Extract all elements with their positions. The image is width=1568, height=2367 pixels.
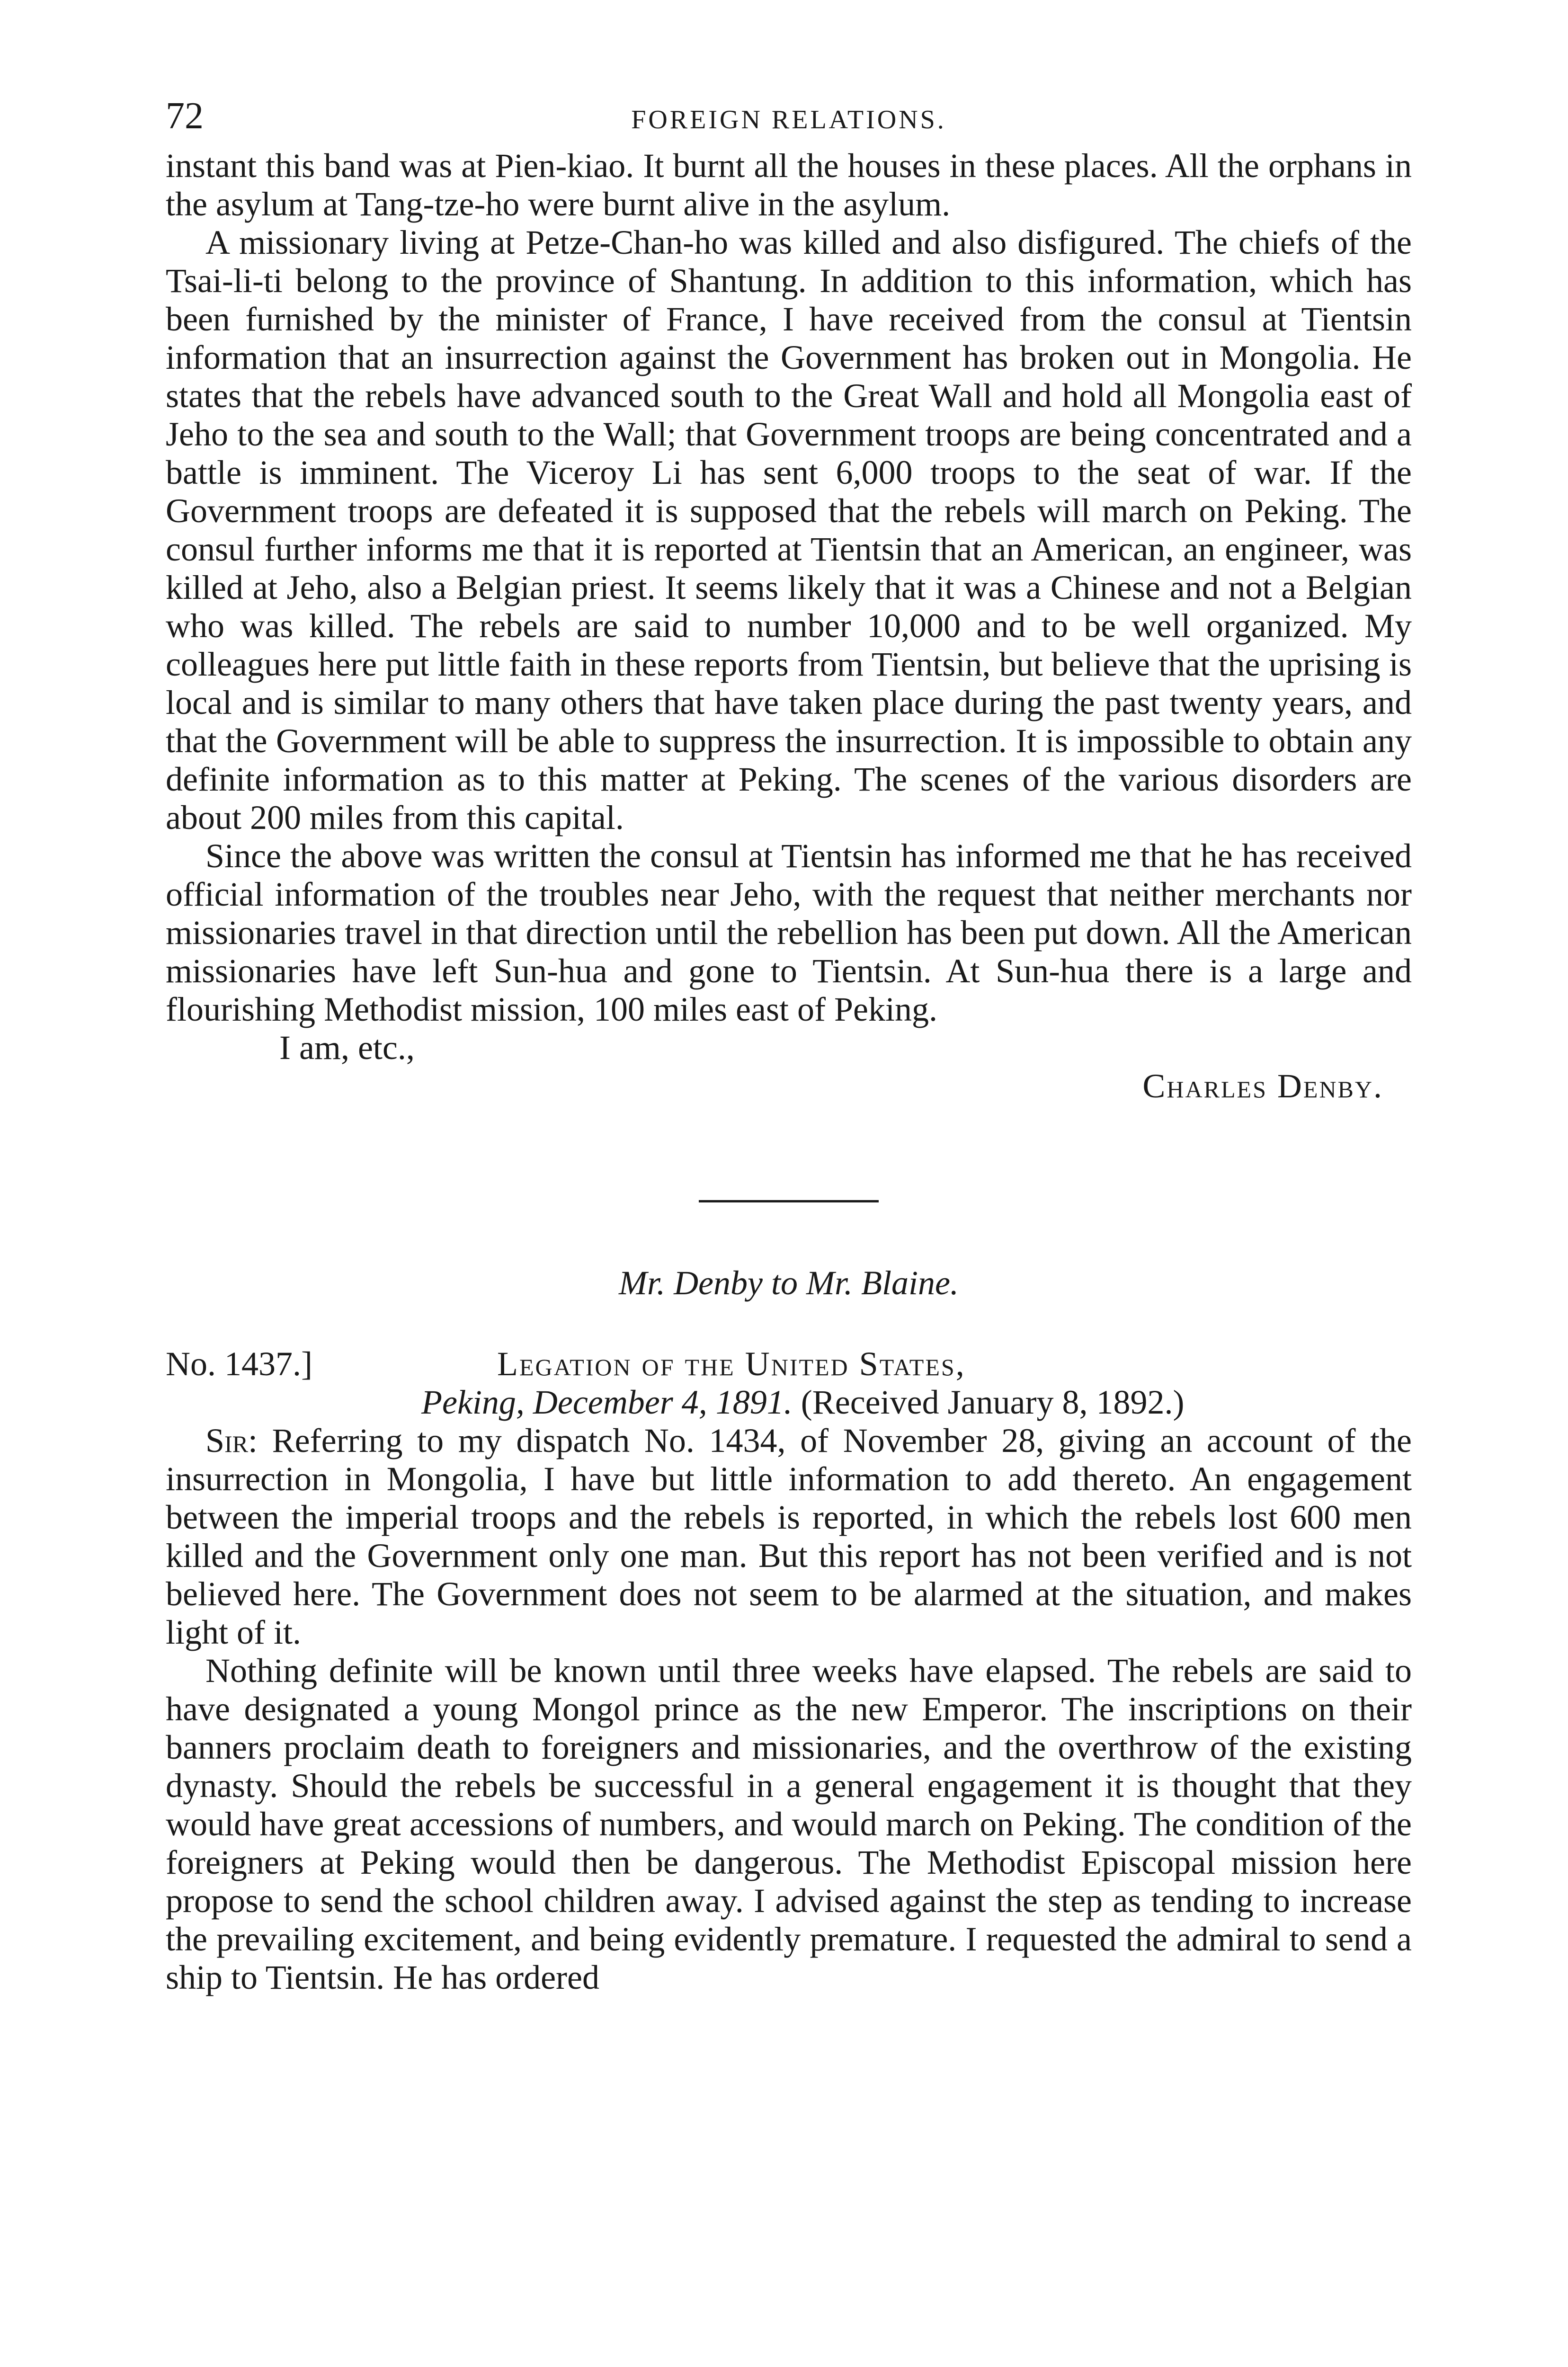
section-divider xyxy=(699,1200,879,1202)
page-number: 72 xyxy=(166,95,204,137)
legation-name: Legation of the United States, xyxy=(497,1345,966,1383)
running-head: FOREIGN RELATIONS. xyxy=(631,105,946,134)
date-place: Peking, December 4, 1891. xyxy=(421,1383,793,1421)
salutation: Sir: xyxy=(205,1422,258,1459)
paragraph-since-written: Since the above was written the consul at Tientsin has informed me that he has received official information of the troubles near Jeho, with the request that neither merchants nor missionaries travel in that direction until the rebellion has been put down. All the American missionaries have left Sun-hua and gone to Tientsin. At Sun-hua there is a large and flourishing Methodist mission, 100 miles east of Peking. xyxy=(166,837,1412,1028)
paragraph-referring-text: Referring to my dispatch No. 1434, of November 28, giving an account of the insurrection in Mongolia, I have but little information to add thereto. An engagement between the imperial troops and the rebels is reported, in which the rebels lost 600 men killed and the Government only one man. But this report has not been verified and is not believed here. The Government does not seem to be alarmed at the situation, and makes light of it. xyxy=(166,1422,1412,1651)
signature: Charles Denby. xyxy=(1142,1067,1383,1105)
paragraph-continued: instant this band was at Pien-kiao. It burnt all the houses in these places. All the orphans in the asylum at Tang-tze-ho were burnt alive in the asylum. xyxy=(166,147,1412,223)
paragraph-missionary: A missionary living at Petze-Chan-ho was killed and also disfigured. The chiefs of the Tsai-li-ti belong to the province of Shantung. In addition to this information, which has been furnished by the minister of France, I have received from the consul at Tientsin information that an insurrection against the Government has broken out in Mongolia. He states that the rebels have advanced south to the Great Wall and hold all Mongolia east of Jeho to the sea and south to the Wall; that Government troops are being concentrated and a battle is imminent. The Viceroy Li has sent 6,000 troops to the seat of war. If the Government troops are defeated it is supposed that the rebels will march on Peking. The consul further informs me that it is reported at Tientsin that an American, an engineer, was killed at Jeho, also a Belgian priest. It seems likely that it was a Chinese and not a Belgian who was killed. The rebels are said to number 10,000 and to be well organized. My colleagues here put little faith in these reports from Tientsin, but believe that the uprising is local and is similar to many others that have taken place during the past twenty years, and that the Government will be able to suppress the insurrection. It is impossible to obtain any definite information as to this matter at Peking. The scenes of the various disorders are about 200 miles from this capital. xyxy=(166,223,1412,836)
page-header xyxy=(166,95,1412,147)
paragraph-nothing-definite: Nothing definite will be known until three weeks have elapsed. The rebels are said to have designated a young Mongol prince as the new Emperor. The inscriptions on their banners proclaim death to foreigners and missionaries, and the overthrow of the existing dynasty. Should the rebels be successful in a general engagement it is thought that they would have great accessions of numbers, and would march on Peking. The condition of the foreigners at Peking would then be dangerous. The Methodist Episcopal mission here propose to send the school children away. I advised against the step as tending to increase the prevailing excitement, and being evidently premature. I requested the admiral to send a ship to Tientsin. He has ordered xyxy=(166,1652,1412,1996)
dateline xyxy=(166,1383,1412,1422)
document-heading: Mr. Denby to Mr. Blaine. xyxy=(619,1264,959,1302)
dispatch-line xyxy=(166,1345,1412,1383)
received-date: (Received January 8, 1892.) xyxy=(801,1383,1185,1421)
closing-line: I am, etc., xyxy=(279,1029,415,1067)
dispatch-number: No. 1437.] xyxy=(166,1345,312,1383)
paragraph-referring xyxy=(166,1422,1412,1652)
